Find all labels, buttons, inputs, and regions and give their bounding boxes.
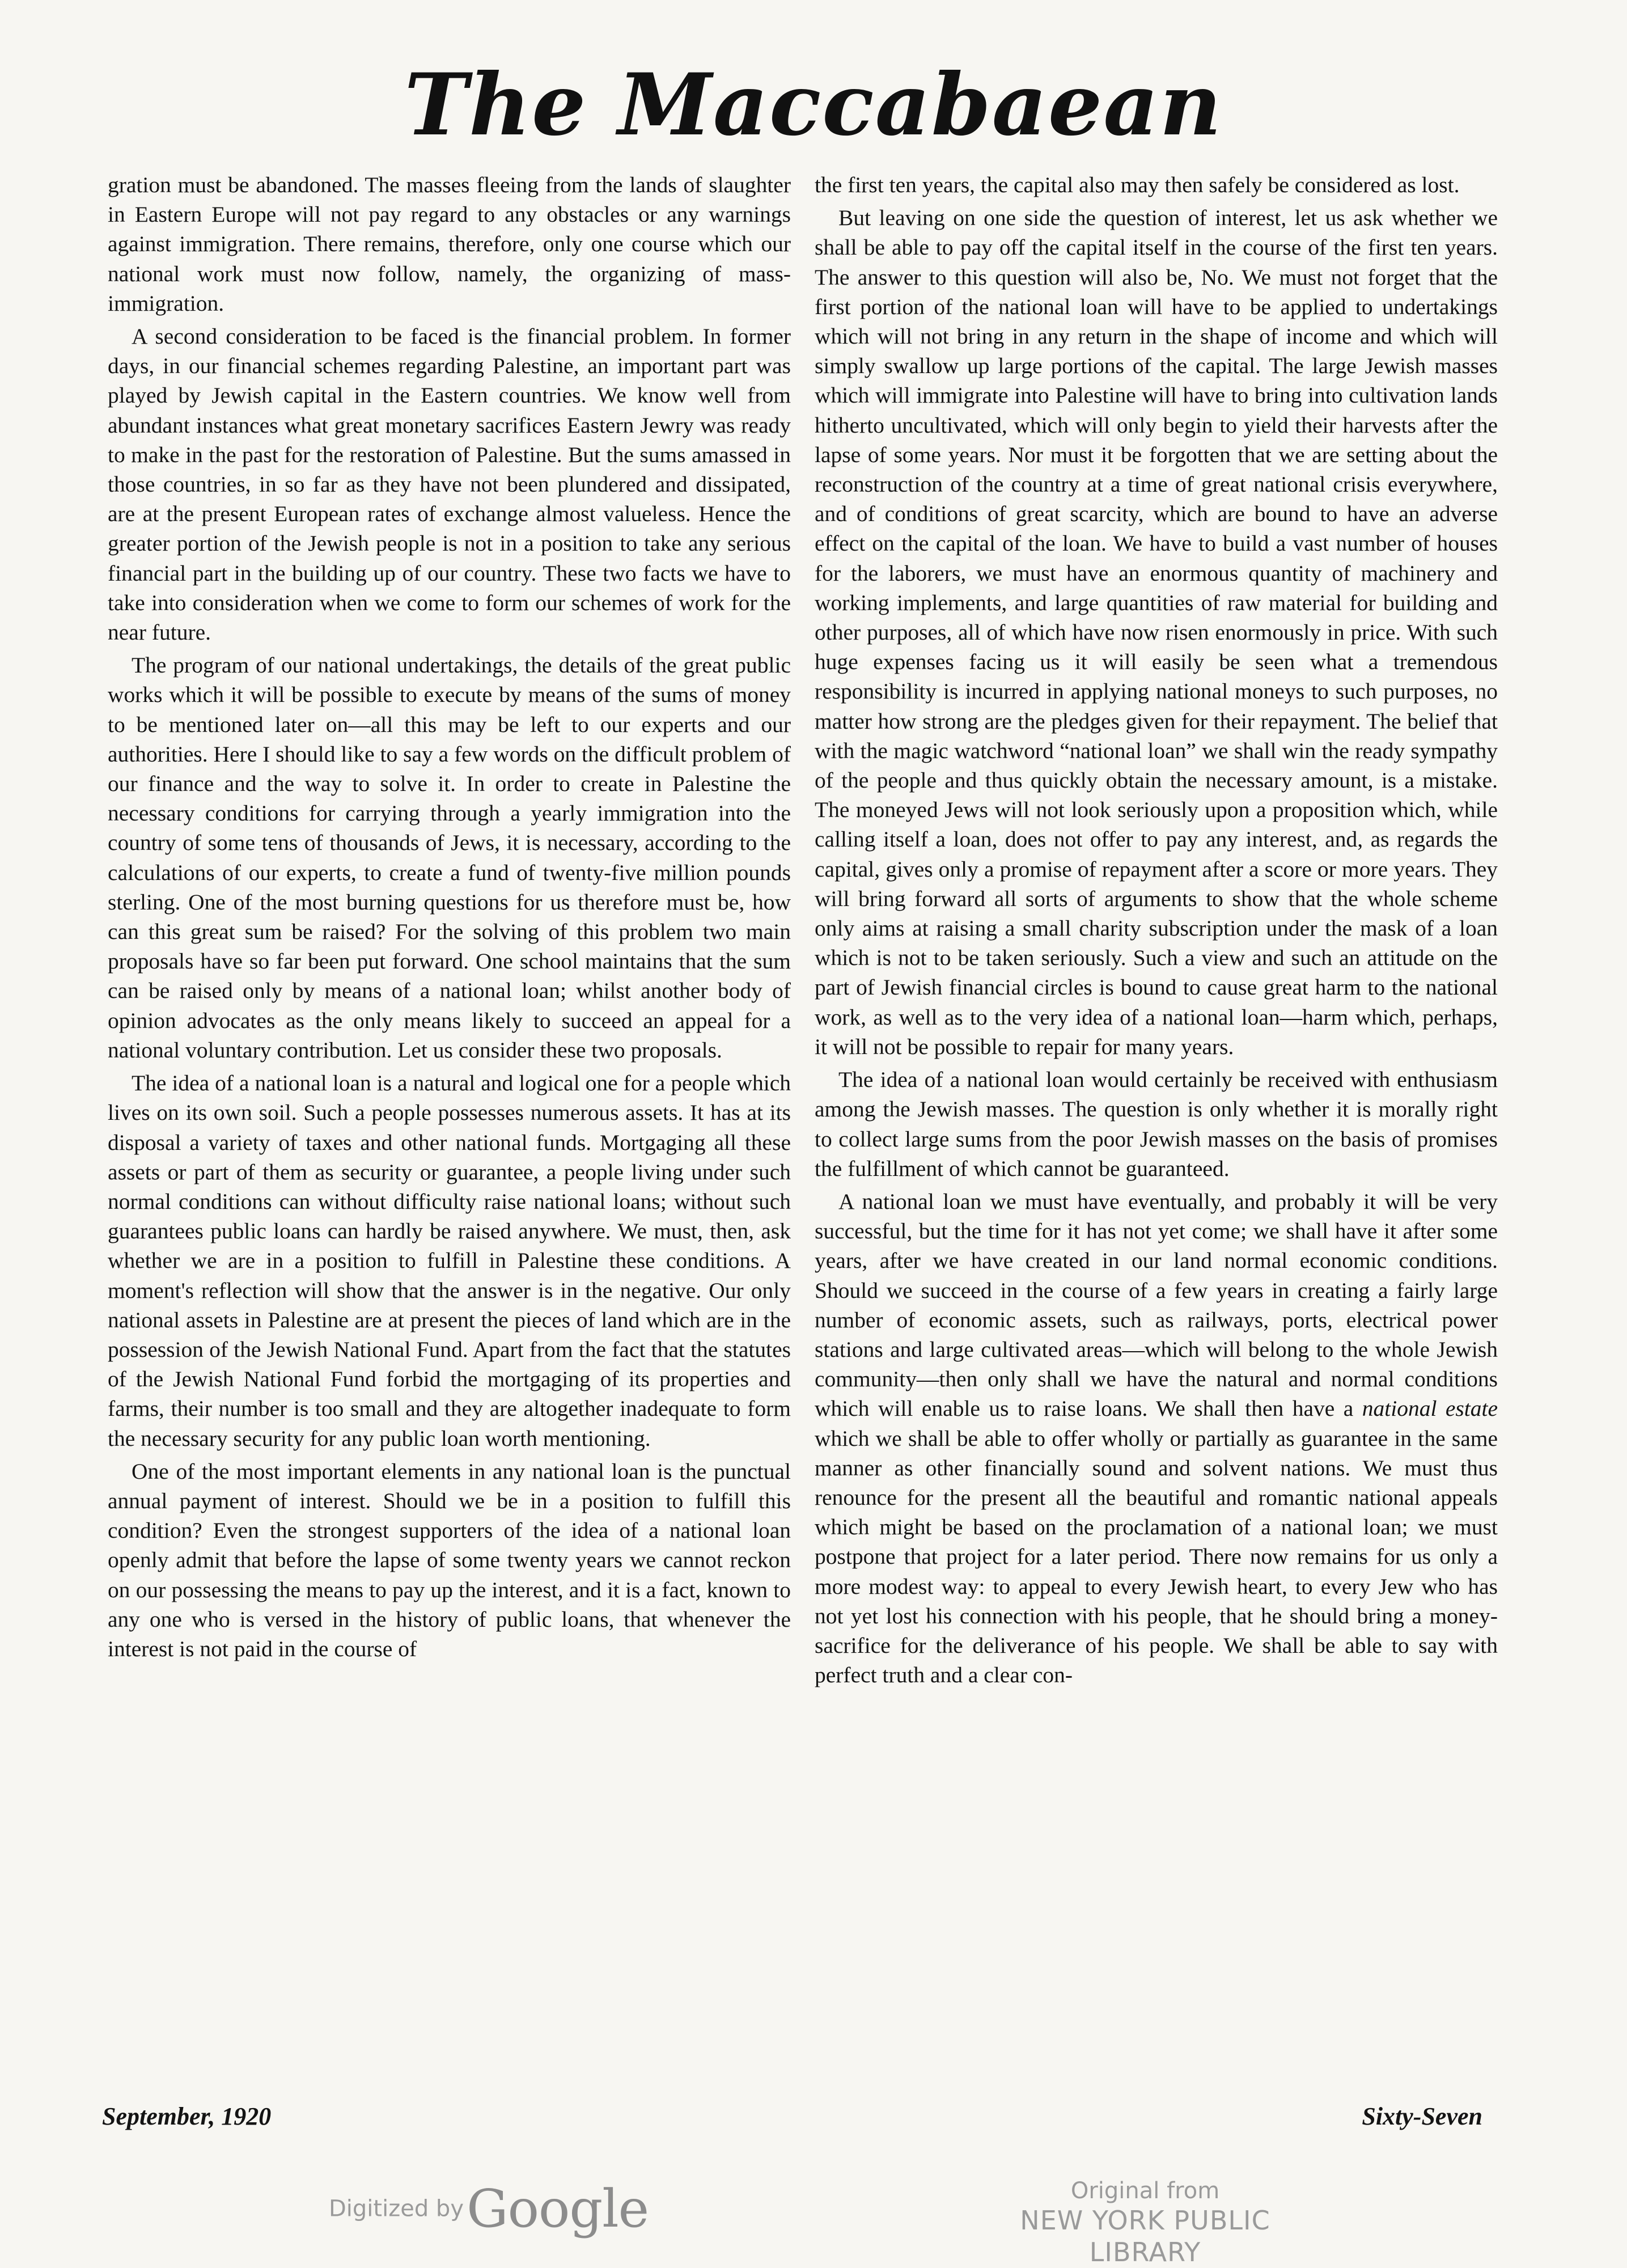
masthead-title: The Maccabaean bbox=[404, 55, 1223, 155]
library-name: NEW YORK PUBLIC LIBRARY bbox=[1020, 2205, 1270, 2267]
original-from-label: Original from bbox=[1070, 2178, 1220, 2204]
footer-page-number: Sixty-Seven bbox=[1362, 2102, 1482, 2130]
digitized-by-label: Digitized by bbox=[329, 2195, 464, 2222]
paragraph: One of the most important elements in any national loan is the punctual annual payment of interest. Should we be in a position to fulfill this condition? Even the strongest supporters of the idea of a national loan openly admit that before the lapse of some twenty years we cannot reckon on our possessing the means to pay up the interest, and it is a fact, known to any one who is versed in the history of public loans, that whenever the interest is not paid in the course of bbox=[108, 1458, 791, 1661]
paragraph: gration must be abandoned. The masses fleeing from the lands of slaughter in Eastern Europe will not pay regard to any obstacles or any warnings against immigration. There remains, therefore, only one course which our national work must now follow, namely, the organizing of mass-immigration. bbox=[108, 172, 791, 316]
paragraph-text: which we shall be able to offer wholly or partially as guarantee in the same manner as other financially sound and solvent nations. We must thus renounce for the present all the beautiful and romantic national appeals which might be based on the proclamation of a national loan; we must postpone that project for a later period. There now remains for us only a more modest way: to appeal to every Jewish heart, to every Jew who has not yet lost his connection with his people, that he should bring a money-sacrifice for the deliverance of his people. We shall be able to say with perfect truth and a clear con- bbox=[815, 1425, 1498, 1688]
digitized-by-watermark bbox=[329, 2178, 649, 2239]
emphasis-text: national estate bbox=[1362, 1396, 1498, 1421]
footer-date: September, 1920 bbox=[102, 2102, 272, 2130]
original-source-watermark bbox=[964, 2177, 1327, 2268]
text-column-right bbox=[815, 170, 1498, 2087]
paragraph: the first ten years, the capital also may then safely be considered as lost. bbox=[815, 172, 1460, 197]
paragraph: The program of our national undertakings, the details of the great public works which it will be possible to execute by means of the sums of money to be mentioned later on—all this may be left to our experts and our authorities. Here I should like to say a few words on the difficult problem of our finance and the way to solve it. In order to create in Palestine the necessary conditions for carrying through a yearly immigration into the country of some tens of thousands of Jews, it is necessary, according to the calculations of our experts, to create a fund of twenty-five million pounds sterling. One of the most burning questions for us therefore must be, how can this great sum be raised? For the solving of this problem two main proposals have so far been put forward. One school maintains that the sum can be raised only by means of a national loan; whilst another body of opinion advocates as the only means likely to succeed an appeal for a national voluntary contribution. Let us consider these two proposals. bbox=[108, 653, 791, 1063]
google-logo: Google bbox=[467, 2178, 649, 2239]
paragraph-with-emphasis bbox=[815, 1187, 1498, 1690]
paragraph-text: A national loan we must have eventually, and probably it will be very successful, but the time for it has not yet come; we shall have it after some years, after we have created in our land normal economic conditions. Should we succeed in the course of a few years in creating a fairly large number of economic assets, such as railways, ports, electrical power stations and large cultivated areas—which will belong to the whole Jewish community—then only shall we have the natural and normal conditions which will enable us to raise loans. We shall then have a bbox=[815, 1188, 1498, 1421]
paragraph: The idea of a national loan is a natural and logical one for a people which lives on its own soil. Such a people possesses numerous assets. It has at its disposal a variety of taxes and other national funds. Mortgaging all these assets or part of them as security or guarantee, a people living under such normal conditions can without difficulty raise national loans; without such guarantees public loans can hardly be raised anywhere. We must, then, ask whether we are in a position to fulfill in Palestine these conditions. A moment's reflection will show that the answer is in the negative. Our only national assets in Palestine are at present the pieces of land which are in the possession of the Jewish National Fund. Apart from the fact that the statutes of the Jewish National Fund forbid the mortgaging of its properties and farms, their number is too small and they are altogether inadequate to form the necessary security for any public loan worth mentioning. bbox=[108, 1070, 791, 1451]
text-column-left bbox=[108, 170, 791, 2087]
paragraph: But leaving on one side the question of interest, let us ask whether we shall be able to pay off the capital itself in the course of the first ten years. The answer to this question will also be, No. We must not forget that the first portion of the national loan will have to be applied to undertakings which will not bring in any return in the shape of income and which will simply swallow up large portions of the capital. The large Jewish masses which will immigrate into Palestine will have to bring into cultivation lands hitherto uncultivated, which will only begin to yield their harvests after the lapse of some years. Nor must it be forgotten that we are setting about the reconstruction of the country at a time of great national crisis everywhere, and of conditions of great scarcity, which are bound to have an adverse effect on the capital of the loan. We have to build a vast number of houses for the laborers, we must have an enormous quantity of machinery and working implements, and large quantities of raw material for building and other purposes, all of which have now risen enormously in price. With such huge expenses facing us it will easily be seen what a tremendous responsibility is incurred in applying national moneys to such purposes, no matter how strong are the pledges given for their repayment. The belief that with the magic watchword “national loan” we shall win the ready sympathy of the people and thus quickly obtain the necessary amount, is a mistake. The moneyed Jews will not look seriously upon a proposition which, while calling itself a loan, does not offer to pay any interest, and, as regards the capital, gives only a promise of repayment after a score or more years. They will bring forward all sorts of arguments to show that the whole scheme only aims at raising a small charity subscription under the mask of a loan which is not to be taken seriously. Such a view and such an attitude on the part of Jewish financial circles is bound to cause great harm to the national work, as well as to the very idea of a national loan—harm which, perhaps, it will not be possible to repair for many years. bbox=[815, 205, 1498, 1059]
paragraph: The idea of a national loan would certainly be received with enthusiasm among the Jewish masses. The question is only whether it is morally right to collect large sums from the poor Jewish masses on the basis of promises the fulfillment of which cannot be guaranteed. bbox=[815, 1067, 1498, 1181]
paragraph: A second consideration to be faced is the financial problem. In former days, in our financial schemes regarding Palestine, an important part was played by Jewish capital in the Eastern countries. We know well from abundant instances what great monetary sacrifices Eastern Jewry was ready to make in the past for the restoration of Palestine. But the sums amassed in those countries, in so far as they have not been plundered and dissipated, are at the present European rates of exchange almost valueless. Hence the greater portion of the Jewish people is not in a position to take any serious financial part in the building up of our country. These two facts we have to take into consideration when we come to form our schemes of work for the near future. bbox=[108, 324, 791, 645]
